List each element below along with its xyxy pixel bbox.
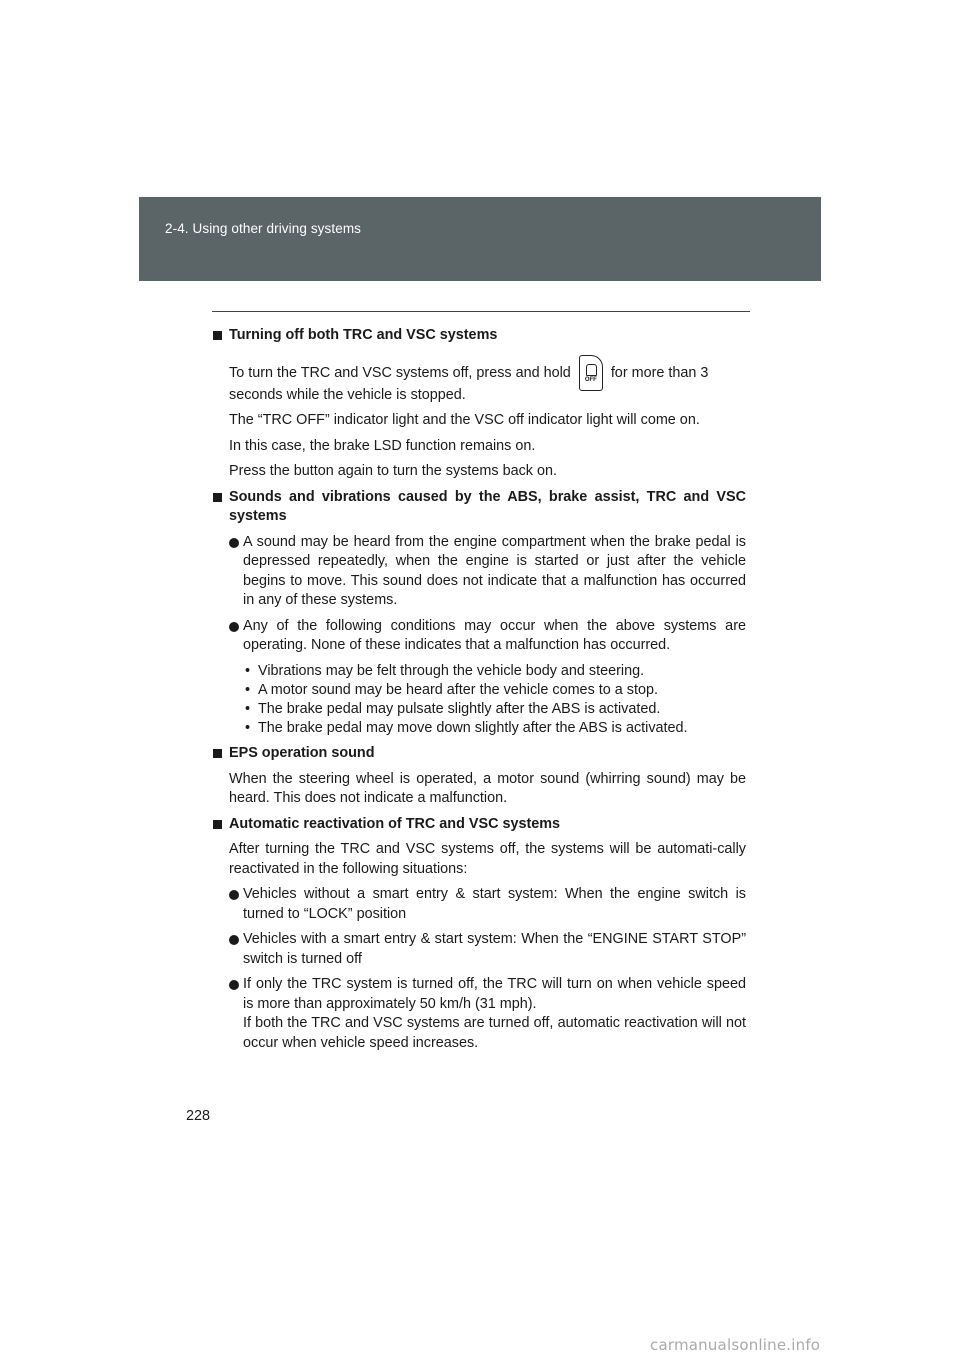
circle-bullet-icon [229,980,239,990]
square-bullet-icon [213,820,222,829]
list-item: • A motor sound may be heard after the vehicle comes to a stop. [245,681,658,698]
heading-eps-operation-sound: EPS operation sound [212,744,746,764]
paragraph: The “TRC OFF” indicator light and the VSC off indicator light will come on. [229,412,700,428]
paragraph: seconds while the vehicle is stopped. [229,386,466,403]
list-item: Vehicles with a smart entry & start system: When the “ENGINE START STOP” switch is turned off [212,930,746,969]
section-header-band [139,197,821,281]
list-item: If only the TRC system is turned off, the TRC will turn on when vehicle speed is more than approximately 50 km/h (31 mph). If both the TRC and VSC systems are turned off, automatic reactivation will not occur when vehicle speed increases. [212,975,746,1053]
square-bullet-icon [213,331,222,340]
page-content [212,326,746,1059]
paragraph: Press the button again to turn the systems back on. [229,463,557,479]
list-item: Any of the following conditions may occur when the above systems are operating. None of these indicates that a malfunction has occurred. [212,617,746,656]
list-item: • The brake pedal may pulsate slightly after the ABS is activated. [245,700,661,717]
circle-bullet-icon [229,935,239,945]
paragraph: When the steering wheel is operated, a motor sound (whirring sound) may be heard. This does not indicate a malfunction. [229,770,746,807]
list-item: Vehicles without a smart entry & start system: When the engine switch is turned to “LOCK” position [212,885,746,924]
divider-rule [212,311,750,312]
list-item: A sound may be heard from the engine compartment when the brake pedal is depressed repeatedly, when the engine is started or just after the vehicle begins to move. This sound does not indicate that a malfunction has occurred in any of these systems. [212,533,746,611]
page-number: 228 [186,1108,211,1124]
heading-sounds-vibrations: Sounds and vibrations caused by the ABS, brake assist, TRC and VSC systems [212,488,746,527]
paragraph: To turn the TRC and VSC systems off, press and hold OFF for more than 3 [229,354,746,392]
list-item: • Vibrations may be felt through the vehicle body and steering. [245,662,645,679]
watermark: carmanualsonline.info [650,1336,821,1354]
list-item: • The brake pedal may move down slightly after the ABS is activated. [245,720,688,737]
circle-bullet-icon [229,622,239,632]
paragraph: In this case, the brake LSD function remains on. [229,437,536,454]
circle-bullet-icon [229,890,239,900]
heading-turning-off-trc-vsc: Turning off both TRC and VSC systems [212,326,746,346]
square-bullet-icon [213,493,222,502]
square-bullet-icon [213,749,222,758]
paragraph: After turning the TRC and VSC systems off, the systems will be automati-cally reactivated in the following situations: [229,841,746,877]
circle-bullet-icon [229,538,239,548]
section-title: 2-4. Using other driving systems [165,221,362,236]
vsc-off-switch-icon: OFF [579,355,603,391]
condition-sublist [212,662,746,739]
heading-automatic-reactivation: Automatic reactivation of TRC and VSC systems [212,815,746,835]
